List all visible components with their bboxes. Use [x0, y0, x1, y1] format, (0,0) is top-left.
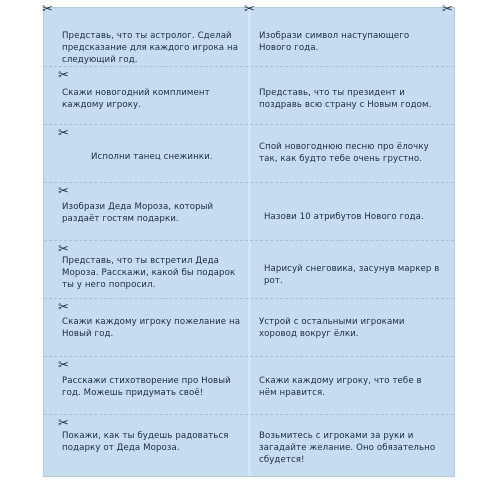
scissors-icon: ✂	[58, 300, 69, 315]
cut-line	[44, 124, 454, 125]
task-card-text: Расскажи стихотворение про Новый год. Можешь придумать своё!	[62, 376, 231, 399]
task-card-text: Изобрази Деда Мороза, который раздаёт гостям подарки.	[62, 202, 214, 225]
scissors-icon: ✂	[58, 242, 69, 257]
task-card-text: Скажи новогодний комплимент каждому игроку.	[62, 88, 210, 111]
scissors-icon: ✂	[58, 416, 69, 431]
task-card-text: Изобрази символ наступающего Нового года.	[259, 31, 410, 54]
task-card-text: Нарисуй снеговика, засунув маркер в рот.	[264, 264, 440, 287]
task-card-text: Представь, что ты встретил Деда Мороза. Расскажи, какой бы подарок ты у него попросил.	[62, 256, 236, 291]
task-card-text: Представь, что ты президент и поздравь всю страну с Новым годом.	[259, 88, 432, 111]
cut-line	[44, 356, 454, 357]
task-card-text: Исполни танец снежинки.	[91, 152, 213, 162]
cut-line	[44, 240, 454, 241]
scissors-icon: ✂	[244, 2, 255, 17]
cut-line	[44, 182, 454, 183]
scissors-icon: ✂	[42, 2, 53, 17]
cut-line	[44, 414, 454, 415]
cut-gutter	[248, 8, 251, 476]
task-card-text: Устрой с остальными игроками хоровод вокруг ёлки.	[259, 317, 405, 340]
task-card-text: Представь, что ты астролог. Сделай предсказание для каждого игрока на следующий год.	[62, 31, 239, 66]
scissors-icon: ✂	[442, 2, 453, 17]
scissors-icon: ✂	[58, 184, 69, 199]
scissors-icon: ✂	[58, 358, 69, 373]
task-card-text: Возьмитесь с игроками за руки и загадайте желание. Оно обязательно сбудется!	[259, 431, 436, 466]
scissors-icon: ✂	[58, 126, 69, 141]
task-card-text: Скажи каждому игроку, что тебе в нём нравится.	[259, 376, 422, 399]
task-card-text: Спой новогоднюю песню про ёлочку так, как будто тебе очень грустно.	[259, 142, 429, 165]
card-sheet	[43, 7, 455, 477]
task-card-text: Скажи каждому игроку пожелание на Новый год.	[62, 317, 241, 340]
scissors-icon: ✂	[58, 68, 69, 83]
task-card-text: Покажи, как ты будешь радоваться подарку от Деда Мороза.	[62, 431, 229, 454]
task-card-text: Назови 10 атрибутов Нового года.	[264, 212, 424, 222]
cut-line	[44, 298, 454, 299]
